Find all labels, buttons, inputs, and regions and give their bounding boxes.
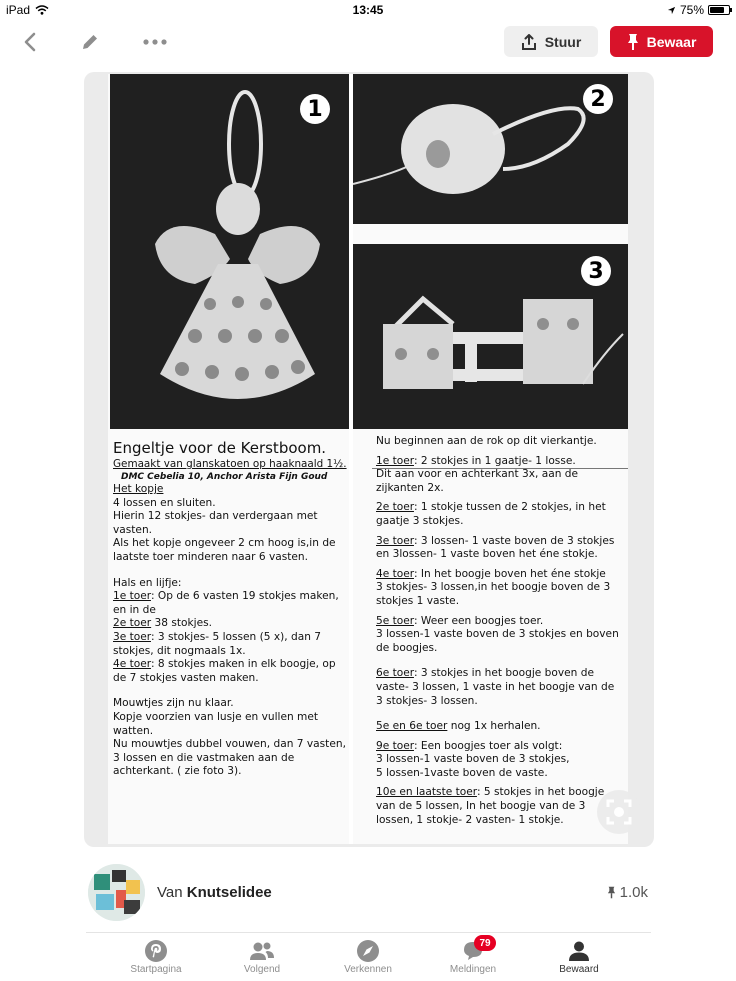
save-button[interactable] xyxy=(610,26,713,57)
row-text: de boogjes. xyxy=(376,641,438,654)
row-text: 3 stokjes- 3 lossen,in het boogje boven de 3 xyxy=(376,581,611,594)
pattern-subtitle: Gemaakt van glanskatoen op haaknaald 1½. xyxy=(113,458,347,470)
skirt-intro: Nu beginnen aan de rok op dit vierkantje. xyxy=(376,435,597,447)
row-text: en 3lossen- 1 vaste boven het éne stokje. xyxy=(376,548,598,561)
row-label: 5e en 6e toer xyxy=(376,720,448,733)
row-text: : 5 stokjes in het boogje xyxy=(476,786,605,799)
row-text: en in de xyxy=(113,603,156,616)
person-icon xyxy=(568,940,590,962)
photo-1-angel xyxy=(110,74,349,429)
pin-toolbar xyxy=(0,22,736,62)
row-label: 10e en laatste toer xyxy=(376,786,477,799)
skirt-row xyxy=(376,568,628,582)
sleeve-line: Nu mouwtjes dubbel vouwen, dan 7 vasten, xyxy=(113,738,346,751)
back-button[interactable] xyxy=(16,28,44,56)
people-icon xyxy=(249,940,275,962)
clock: 13:45 xyxy=(352,3,384,17)
pinterest-icon xyxy=(144,939,168,963)
row-text: stokjes, dit nogmaals 1x. xyxy=(113,644,246,657)
source-name-link[interactable]: Knutselidee xyxy=(186,884,272,901)
skirt-row xyxy=(376,615,628,629)
skirt-row xyxy=(376,455,628,469)
tab-notifications[interactable] xyxy=(428,938,518,975)
photo-2-number: 2 xyxy=(583,84,613,114)
head-line: Hierin 12 stokjes- dan verdergaan met xyxy=(113,510,318,523)
more-options-button[interactable] xyxy=(141,28,169,56)
row-label: 4e toer xyxy=(113,658,151,671)
save-label: Bewaar xyxy=(646,33,697,50)
row-label: 1e toer xyxy=(113,590,151,603)
tab-saved[interactable] xyxy=(534,938,624,975)
row-text: : 2 stokjes in 1 gaatje- 1 losse. xyxy=(413,454,576,467)
head-line: laatste toer minderen naar 6 vasten. xyxy=(113,550,309,563)
visual-search-button[interactable] xyxy=(597,790,641,834)
photo-1-number: 1 xyxy=(300,94,330,124)
skirt-row xyxy=(376,535,628,549)
pushpin-icon xyxy=(607,886,616,899)
chevron-left-icon xyxy=(23,32,37,52)
tab-label: Startpagina xyxy=(130,964,182,975)
row-label: 3e toer xyxy=(376,534,414,547)
row-text: zijkanten 2x. xyxy=(376,481,444,494)
neck-heading: Hals en lijfje: xyxy=(113,576,182,589)
tab-home[interactable] xyxy=(111,938,201,975)
send-label: Stuur xyxy=(544,33,582,50)
row-text: : 3 lossen- 1 vaste boven de 3 stokjes xyxy=(413,534,615,547)
row-text: Dit aan voor en achterkant 3x, aan de xyxy=(376,468,579,481)
row-text: 3 lossen-1 vaste boven de 3 stokjes en boven xyxy=(376,628,619,641)
head-line: 4 lossen en sluiten. xyxy=(113,496,216,509)
save-count xyxy=(607,884,648,901)
pushpin-icon xyxy=(627,33,639,51)
sleeve-line: 3 lossen en die vastmaken aan de xyxy=(113,751,295,764)
pin-source-row xyxy=(88,864,648,922)
sleeve-line: Kopje voorzien van lusje en vullen met xyxy=(113,710,319,723)
pencil-icon xyxy=(80,32,100,52)
row-label: 2e toer xyxy=(113,617,152,630)
tab-explore[interactable] xyxy=(323,938,413,975)
head-line: Als het kopje ongeveer 2 cm hoog is,in de xyxy=(113,537,336,550)
row-text: 5 lossen-1vaste boven de vaste. xyxy=(376,766,548,779)
row-text: 3 lossen-1 vaste boven de 3 stokjes, xyxy=(376,753,570,766)
status-bar xyxy=(0,0,736,20)
row-text: : In het boogje boven het éne stokje xyxy=(413,567,606,580)
head-heading: Het kopje xyxy=(113,483,164,495)
row-text: stokjes 1 vaste. xyxy=(376,594,460,607)
notification-badge: 79 xyxy=(474,935,496,951)
row-label: 2e toer xyxy=(376,501,414,514)
source-prefix: Van xyxy=(157,884,183,901)
tab-label: Meldingen xyxy=(449,964,497,975)
tab-label: Bewaard xyxy=(559,964,599,975)
photo-2-head xyxy=(353,74,628,224)
tab-following[interactable] xyxy=(217,938,307,975)
pattern-materials: DMC Cebelia 10, Anchor Arista Fijn Goud xyxy=(121,472,328,482)
skirt-row xyxy=(376,720,628,734)
edit-button[interactable] xyxy=(76,28,104,56)
source-attribution xyxy=(157,884,272,901)
right-column-text xyxy=(376,435,628,827)
sleeve-line: achterkant. ( zie foto 3). xyxy=(113,765,242,778)
skirt-row xyxy=(376,667,628,681)
pattern-title: Engeltje voor de Kerstboom. xyxy=(113,439,327,457)
row-label: 9e toer xyxy=(376,739,414,752)
row-text: de 7 stokjes vasten maken. xyxy=(113,671,259,684)
battery-icon xyxy=(708,5,730,15)
row-text: lossen, 1 stokje- 2 vasten- 1 stokje. xyxy=(376,813,564,826)
row-label: 3e toer xyxy=(113,630,151,643)
row-text: 38 stokjes. xyxy=(151,617,212,630)
sleeve-line: Mouwtjes zijn nu klaar. xyxy=(113,697,234,710)
crochet-pattern-document xyxy=(108,74,628,844)
row-label: 4e toer xyxy=(376,567,414,580)
tab-label: Volgend xyxy=(243,964,281,975)
device-name: iPad xyxy=(6,3,31,17)
row-label: 5e toer xyxy=(376,614,414,627)
row-text: : Weer een boogjes toer. xyxy=(413,614,544,627)
angel-illustration xyxy=(110,74,349,429)
location-arrow-icon xyxy=(667,6,676,15)
row-text: : 8 stokjes maken in elk boogje, op xyxy=(150,658,336,671)
status-right xyxy=(667,3,730,17)
skirt-row xyxy=(376,501,628,515)
row-text: : 3 stokjes- 5 lossen (5 x), dan 7 xyxy=(150,630,322,643)
pin-image-card[interactable] xyxy=(84,72,654,847)
share-icon xyxy=(521,34,537,50)
photo-3-number: 3 xyxy=(581,256,611,286)
row-text: : 3 stokjes in het boogje boven de xyxy=(413,667,594,680)
scan-icon xyxy=(606,799,632,825)
battery-fill xyxy=(710,7,724,13)
avatar-image xyxy=(88,864,145,921)
row-text: van de 5 lossen, In het boogje van de 3 xyxy=(376,800,586,813)
row-text: nog 1x herhalen. xyxy=(447,720,541,733)
skirt-row xyxy=(376,786,628,800)
ellipsis-icon xyxy=(143,39,167,45)
row-text: vaste- 3 lossen, 1 vaste in het boogje van de xyxy=(376,680,615,693)
source-avatar[interactable] xyxy=(88,864,145,921)
row-text: : Op de 6 vasten 19 stokjes maken, xyxy=(150,590,339,603)
row-text: 3 stokjes- 3 lossen. xyxy=(376,694,478,707)
row-label: 6e toer xyxy=(376,667,414,680)
row-text: : Een boogjes toer als volgt: xyxy=(413,739,563,752)
tab-label: Verkennen xyxy=(344,964,392,975)
send-button[interactable] xyxy=(504,26,598,57)
row-text: gaatje 3 stokjes. xyxy=(376,514,464,527)
sleeve-line: watten. xyxy=(113,724,154,737)
left-column-text xyxy=(113,439,353,779)
save-count-value: 1.0k xyxy=(619,884,648,901)
compass-icon xyxy=(356,939,380,963)
skirt-row xyxy=(376,740,628,754)
row-text: : 1 stokje tussen de 2 stokjes, in het xyxy=(413,501,606,514)
row-label: 1e toer xyxy=(376,454,414,467)
bottom-tab-bar xyxy=(86,932,651,981)
photo-3-body xyxy=(353,244,628,429)
head-line: vasten. xyxy=(113,523,153,536)
battery-percent: 75% xyxy=(679,3,704,17)
